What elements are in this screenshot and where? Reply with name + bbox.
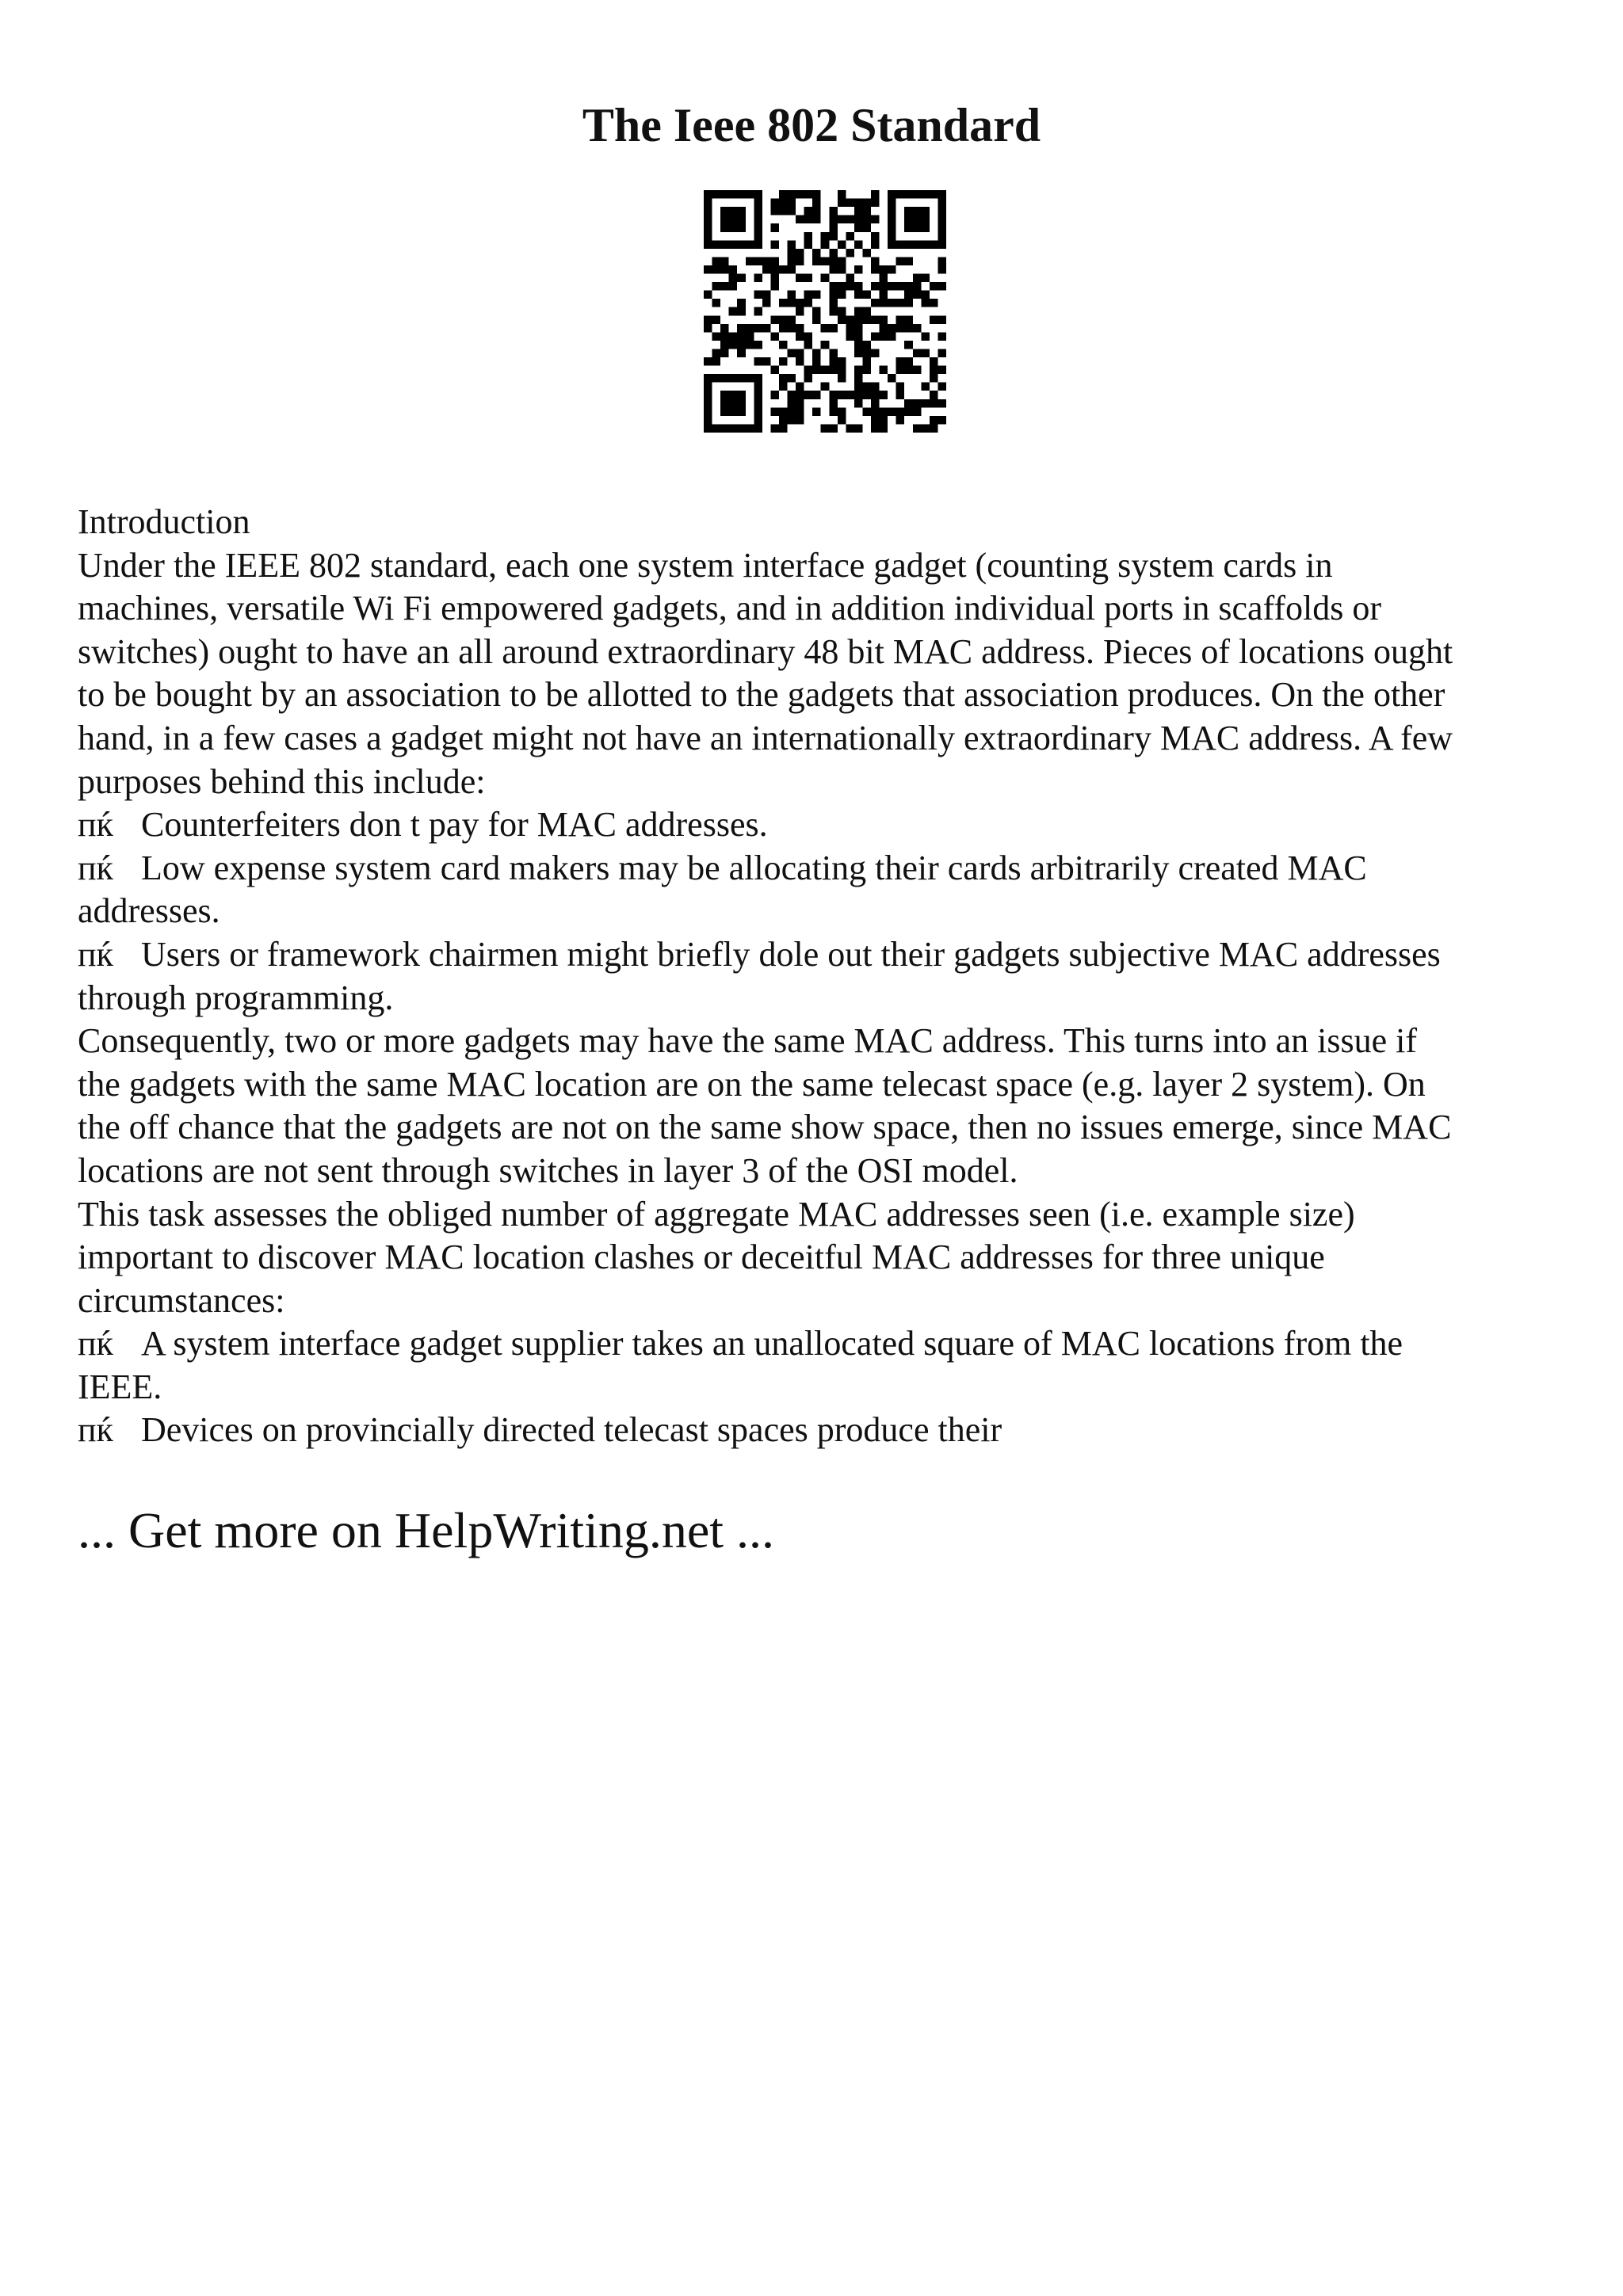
qr-code <box>704 190 946 433</box>
text-line <box>78 1106 1560 1150</box>
line-text: Users or framework chairmen might briefly dole out their gadgets subjective MAC addresses <box>141 934 1441 974</box>
text-line <box>78 544 1560 588</box>
text-line <box>78 1193 1560 1237</box>
text-line <box>78 1280 1560 1323</box>
line-text: addresses. <box>78 891 220 931</box>
line-text: IEEE. <box>78 1367 162 1406</box>
text-line <box>78 977 1560 1020</box>
line-text: Introduction <box>78 502 250 541</box>
line-text: the off chance that the gadgets are not on the same show space, then no issues emerge, since MAC <box>78 1108 1452 1147</box>
text-line <box>78 717 1560 761</box>
line-text: machines, versatile Wi Fi empowered gadgets, and in addition individual ports in scaffolds or <box>78 589 1382 628</box>
line-text: switches) ought to have an all around extraordinary 48 bit MAC address. Pieces of locations ought <box>78 631 1453 671</box>
line-text: to be bought by an association to be allotted to the gadgets that association produces. On the other <box>78 675 1445 715</box>
text-line <box>78 890 1560 933</box>
text-line <box>78 761 1560 804</box>
line-text: Low expense system card makers may be allocating their cards arbitrarily created MAC <box>141 848 1367 887</box>
qr-code-graphic <box>704 190 946 433</box>
line-text: locations are not sent through switches in layer 3 of the OSI model. <box>78 1150 1018 1190</box>
text-line <box>78 1366 1560 1409</box>
text-line <box>78 1236 1560 1280</box>
line-text: Counterfeiters don t pay for MAC addresses. <box>141 805 768 845</box>
line-text: purposes behind this include: <box>78 761 486 801</box>
bullet-glyph: пќ <box>78 1324 113 1363</box>
bullet-item <box>78 933 1560 977</box>
document-title: The Ieee 802 Standard <box>582 99 1041 151</box>
line-text: hand, in a few cases a gadget might not have an internationally extraordinary MAC address. A few <box>78 718 1453 757</box>
line-text: circumstances: <box>78 1280 285 1320</box>
bullet-item <box>78 1322 1560 1366</box>
text-line <box>78 1020 1560 1063</box>
helpwriting-link[interactable]: ... Get more on HelpWriting.net ... <box>78 1502 774 1558</box>
line-text: important to discover MAC location clashes or deceitful MAC addresses for three unique <box>78 1238 1325 1277</box>
text-line <box>78 1150 1560 1193</box>
bullet-item <box>78 803 1560 847</box>
bullet-glyph: пќ <box>78 934 113 974</box>
text-line <box>78 587 1560 631</box>
line-text: This task assesses the obliged number of aggregate MAC addresses seen (i.e. example size) <box>78 1194 1355 1234</box>
line-text: Consequently, two or more gadgets may have the same MAC address. This turns into an issue if <box>78 1021 1418 1061</box>
bullet-glyph: пќ <box>78 848 113 887</box>
bullet-glyph: пќ <box>78 805 113 845</box>
document-body <box>78 501 1560 1452</box>
bullet-glyph: пќ <box>78 1410 113 1450</box>
text-line <box>78 1063 1560 1107</box>
line-text: A system interface gadget supplier takes an unallocated square of MAC locations from the <box>141 1324 1403 1363</box>
bullet-item <box>78 847 1560 891</box>
text-line <box>78 631 1560 674</box>
text-line <box>78 501 1560 544</box>
text-line <box>78 673 1560 717</box>
line-text: Devices on provincially directed telecast spaces produce their <box>141 1410 1002 1450</box>
bullet-item <box>78 1409 1560 1452</box>
line-text: through programming. <box>78 978 394 1017</box>
line-text: Under the IEEE 802 standard, each one system interface gadget (counting system cards in <box>78 545 1333 585</box>
line-text: the gadgets with the same MAC location are on the same telecast space (e.g. layer 2 system). On <box>78 1064 1426 1104</box>
